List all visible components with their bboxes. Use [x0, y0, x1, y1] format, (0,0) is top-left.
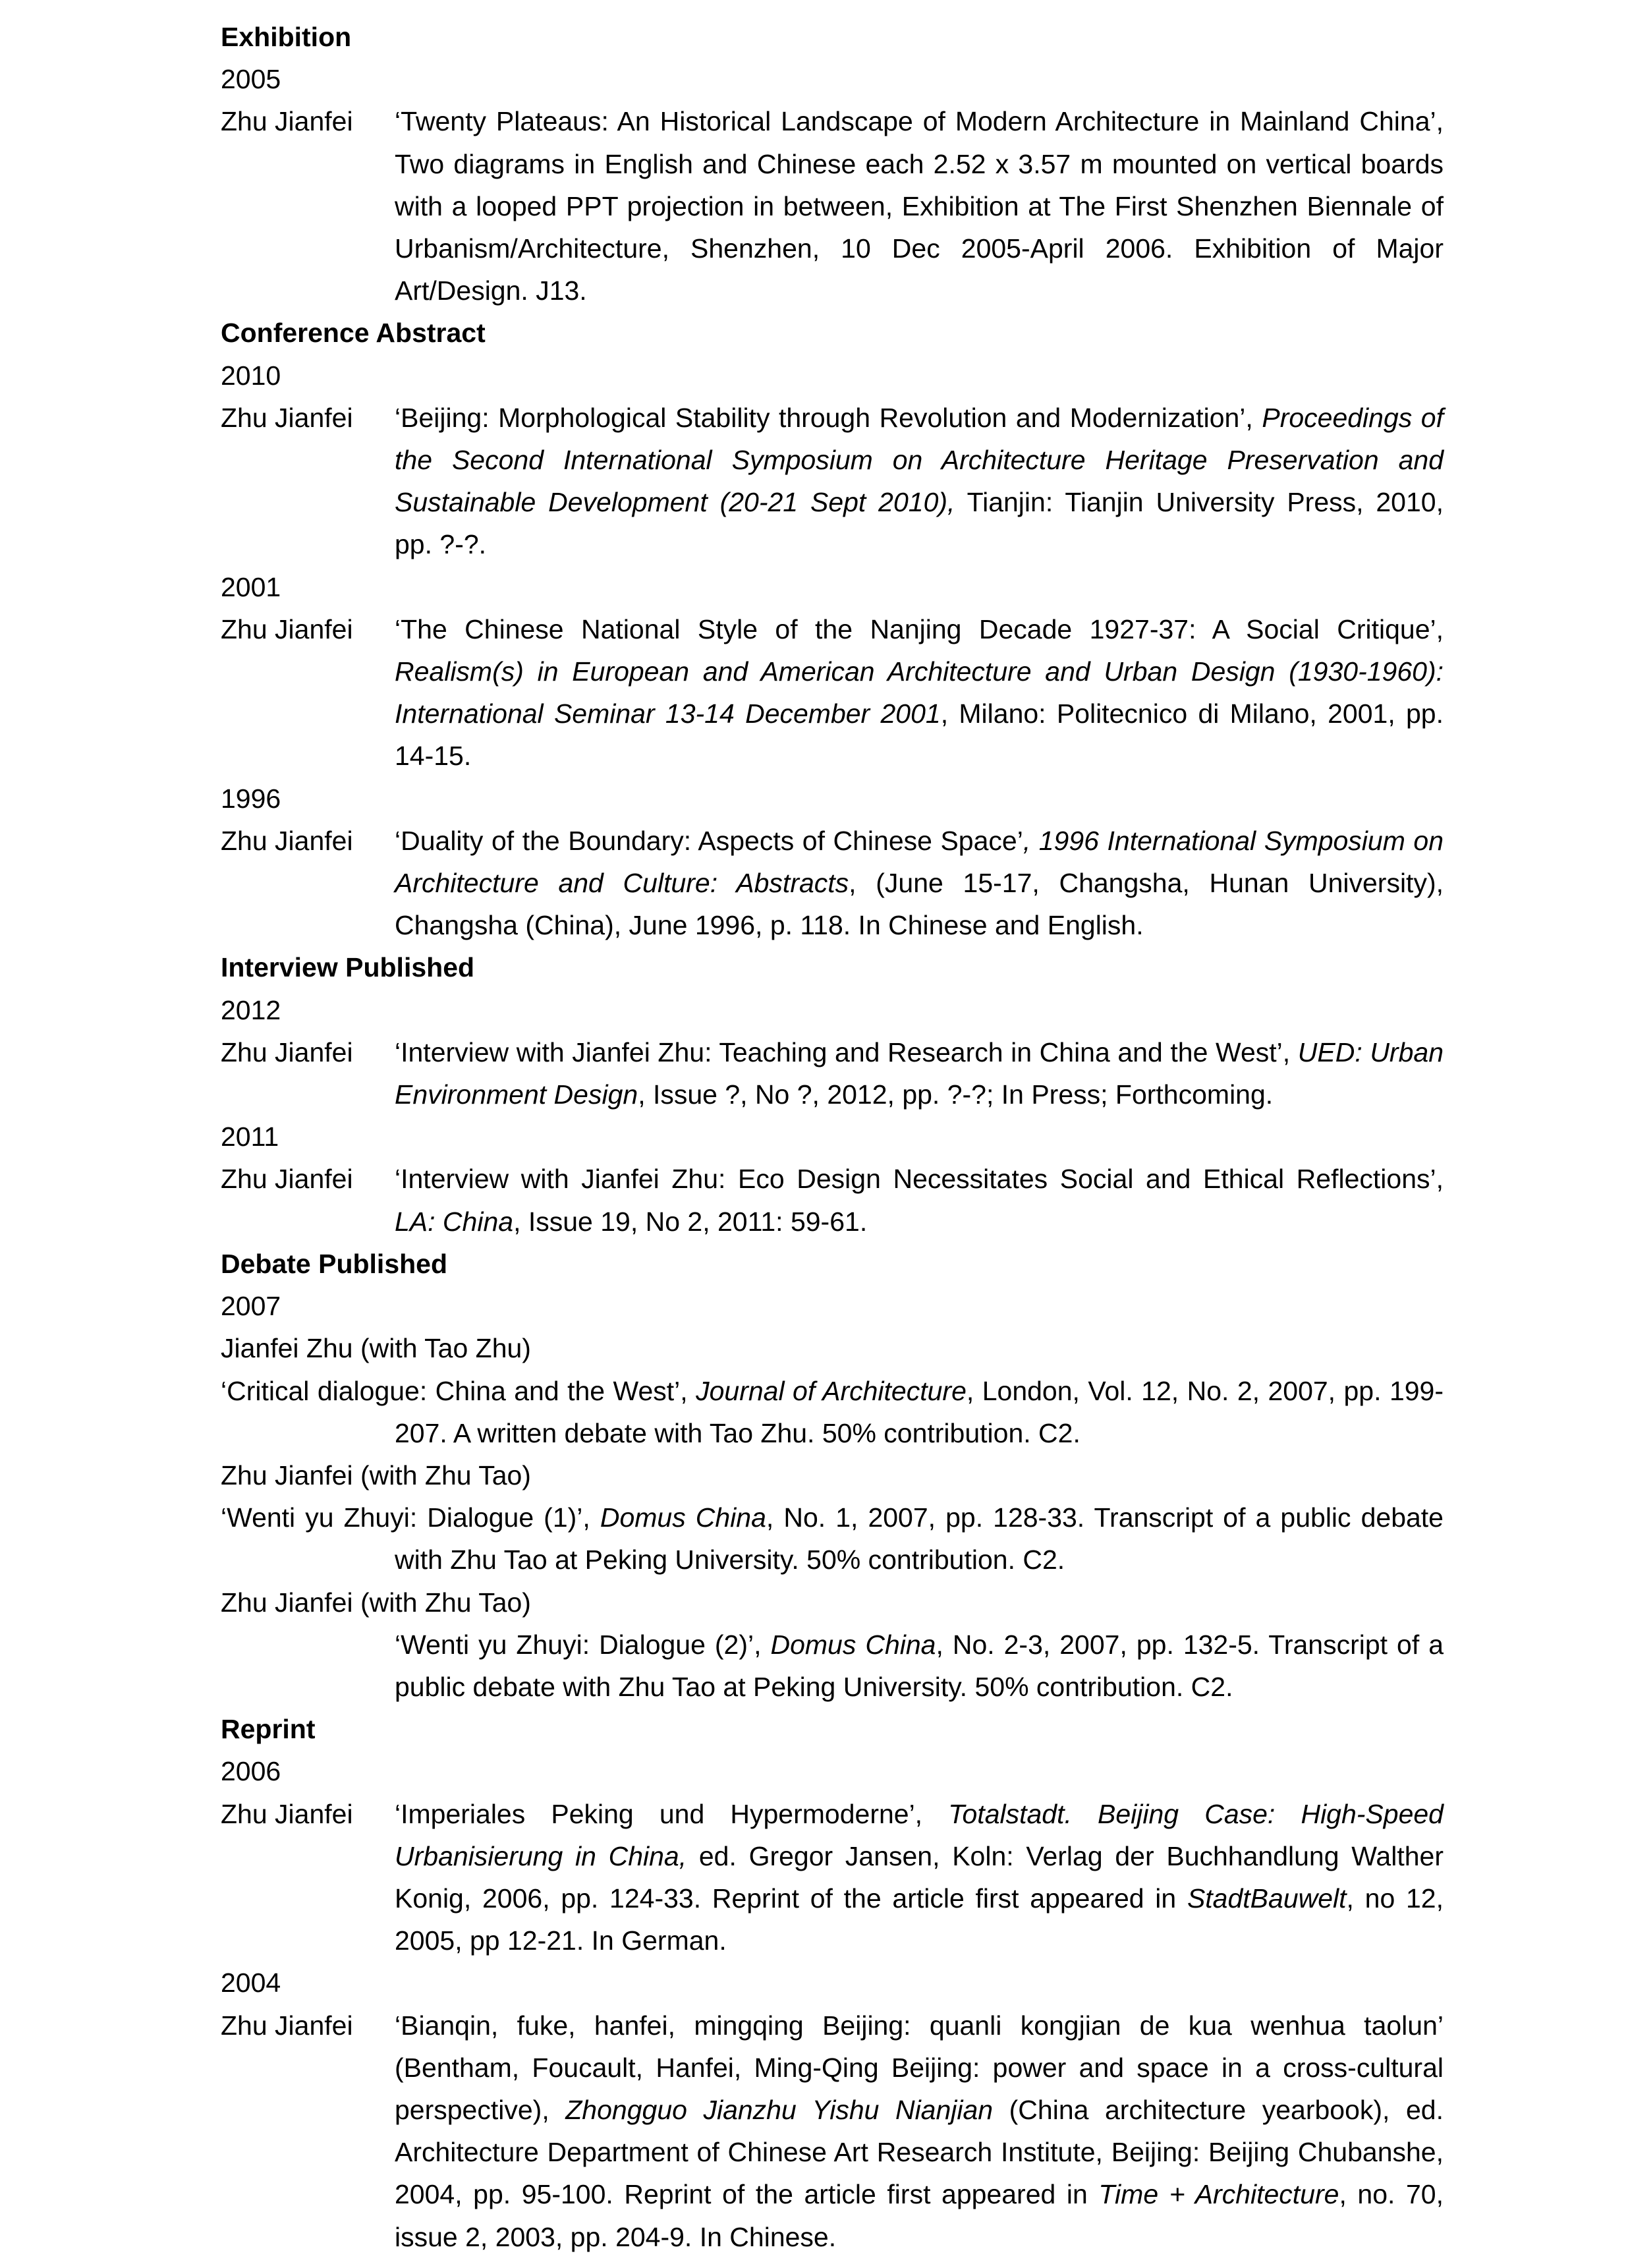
section-heading-interview-published: Interview Published	[221, 952, 475, 983]
citation-entry	[221, 820, 1444, 947]
citation-text: ‘Beijing: Morphological Stability through Revolution and Modernization’, Proceedings of the Second International Symposium on Architecture Heritage Preservation and Sustainable Development (20-21 Sept 2010), Tianjin: Tianjin University Press, 2010, pp. ?-?.	[395, 402, 1444, 560]
citation-entry	[221, 608, 1444, 778]
year-label: 2004	[221, 1968, 281, 1999]
citation-entry	[221, 1031, 1444, 1116]
author-line: Zhu Jianfei (with Zhu Tao)	[221, 1587, 531, 1618]
year-label: 2006	[221, 1756, 281, 1787]
year-label: 2005	[221, 64, 281, 95]
citation-text: ‘Interview with Jianfei Zhu: Teaching and Research in China and the West’, UED: Urban Environment Design, Issue ?, No ?, 2012, pp. ?-?; In Press; Forthcoming.	[395, 1036, 1444, 1110]
author-name: Zhu Jianfei	[221, 825, 353, 856]
year-label: 1996	[221, 783, 281, 814]
citation-entry	[221, 1158, 1444, 1242]
author-name: Zhu Jianfei	[221, 2010, 353, 2041]
section-heading-reprint: Reprint	[221, 1714, 316, 1745]
citation-text: ‘Duality of the Boundary: Aspects of Chinese Space’, 1996 International Symposium on Architecture and Culture: Abstracts, (June 15-17, Changsha, Hunan University), Changsha (China), June 1996, p. 118. In Chinese and English.	[395, 825, 1444, 941]
author-line: Zhu Jianfei (with Zhu Tao)	[221, 1460, 531, 1490]
year-label: 2010	[221, 360, 281, 391]
author-name: Zhu Jianfei	[221, 106, 353, 137]
citation-text: ‘Interview with Jianfei Zhu: Eco Design Necessitates Social and Ethical Reflections’, LA: China, Issue 19, No 2, 2011: 59-61.	[395, 1164, 1444, 1237]
year-label: 2012	[221, 994, 281, 1025]
author-name: Zhu Jianfei	[221, 1164, 353, 1195]
citation-entry	[221, 100, 1444, 312]
author-name: Zhu Jianfei	[221, 613, 353, 644]
author-name: Zhu Jianfei	[221, 1798, 353, 1829]
year-label: 2011	[221, 1121, 279, 1152]
citation-text: ‘Wenti yu Zhuyi: Dialogue (1)’, Domus China, No. 1, 2007, pp. 128-33. Transcript of a public debate with Zhu Tao at Peking University. 50% contribution. C2.	[221, 1502, 1444, 1575]
author-name: Zhu Jianfei	[221, 402, 353, 433]
citation-text: ‘Critical dialogue: China and the West’, Journal of Architecture, London, Vol. 12, No. 2, 2007, pp. 199-207. A written debate with Tao Zhu. 50% contribution. C2.	[221, 1375, 1444, 1448]
section-heading-debate-published: Debate Published	[221, 1248, 448, 1279]
year-label: 2007	[221, 1291, 281, 1322]
citation-entry	[221, 1793, 1444, 1962]
citation-entry	[221, 2004, 1444, 2258]
citation-text: ‘The Chinese National Style of the Nanjing Decade 1927-37: A Social Critique’, Realism(s) in European and American Architecture and Urban Design (1930-1960): International Seminar 13-14 December 2001, Milano: Politecnico di Milano, 2001, pp. 14-15.	[395, 613, 1444, 772]
citation-text: ‘Wenti yu Zhuyi: Dialogue (2)’, Domus China, No. 2-3, 2007, pp. 132-5. Transcript of a public debate with Zhu Tao at Peking University. 50% contribution. C2.	[395, 1629, 1444, 1702]
citation-text: ‘Imperiales Peking und Hypermoderne’, Totalstadt. Beijing Case: High-Speed Urbanisierung in China, ed. Gregor Jansen, Koln: Verlag der Buchhandlung Walther Konig, 2006, pp. 124-33. Reprint of the article first appeared in StadtBauwelt, no 12, 2005, pp 12-21. In German.	[395, 1798, 1444, 1956]
citation-text: ‘Twenty Plateaus: An Historical Landscape of Modern Architecture in Mainland China’, Two diagrams in English and Chinese each 2.52 x 3.57 m mounted on vertical boards with a looped PPT projection in between, Exhibition at The First Shenzhen Biennale of Urbanism/Architecture, Shenzhen, 10 Dec 2005-April 2006. Exhibition of Major Art/Design. J13.	[395, 106, 1444, 306]
year-label: 2001	[221, 571, 281, 602]
section-heading-exhibition: Exhibition	[221, 22, 352, 52]
citation-entry	[221, 397, 1444, 566]
author-line: Jianfei Zhu (with Tao Zhu)	[221, 1333, 531, 1364]
author-name: Zhu Jianfei	[221, 1036, 353, 1067]
citation-text: ‘Bianqin, fuke, hanfei, mingqing Beijing: quanli kongjian de kua wenhua taolun’ (Bentham, Foucault, Hanfei, Ming-Qing Beijing: power and space in a cross-cultural perspective), Zhongguo Jianzhu Yishu Nianjian (China architecture yearbook), ed. Architecture Department of Chinese Art Research Institute, Beijing: Beijing Chubanshe, 2004, pp. 95-100. Reprint of the article first appeared in Time + Architecture, no. 70, issue 2, 2003, pp. 204-9. In Chinese.	[395, 2010, 1444, 2252]
document-page	[221, 16, 1444, 2258]
section-heading-conference-abstract: Conference Abstract	[221, 318, 486, 349]
